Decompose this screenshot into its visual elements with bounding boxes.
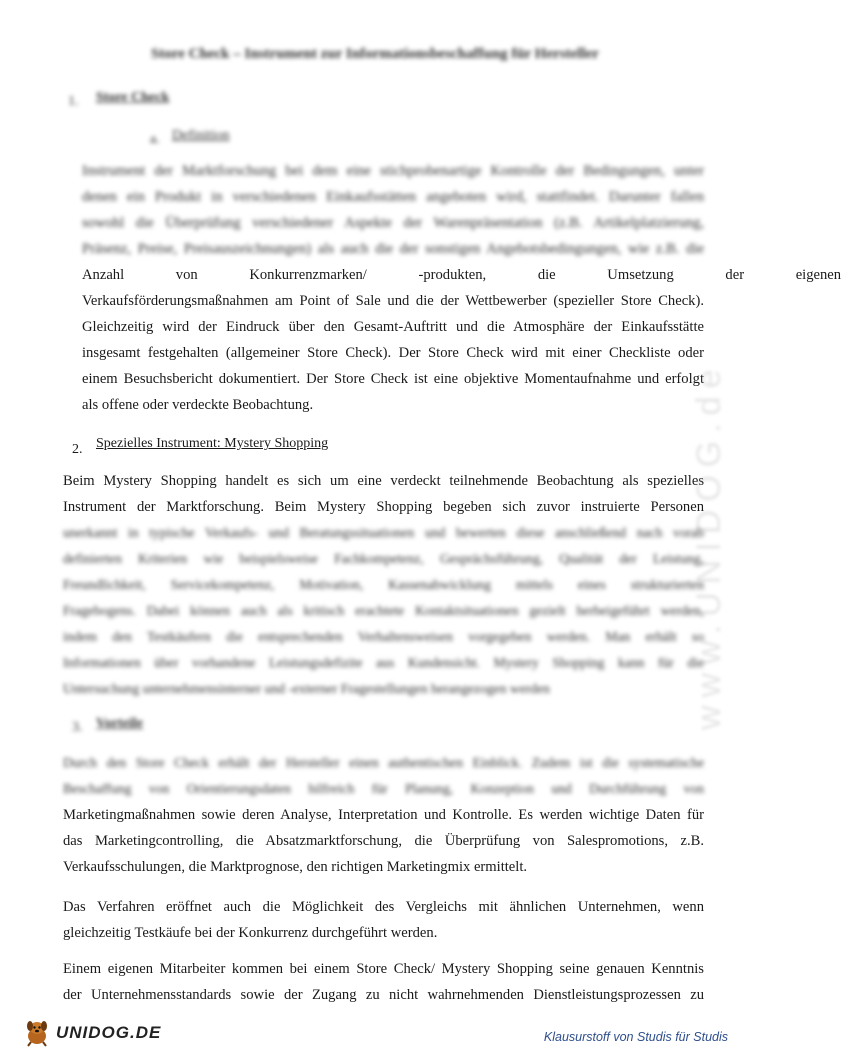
section2-heading: Spezielles Instrument: Mystery Shopping [96, 436, 329, 451]
section1-sub-heading: Definition [172, 128, 230, 143]
section1-paragraph [82, 262, 841, 418]
text-line: Gleichzeitig wird der Eindruck über den Gesamt-Auftritt und die Atmosphäre der Einkaufsstätte [82, 319, 704, 335]
text-line: Beim Mystery Shopping handelt es sich um eine verdeckt teilnehmende Beobachtung als spezielles [63, 473, 704, 489]
text-line: Einem eigenen Mitarbeiter kommen bei einem Store Check/ Mystery Shopping seine genauen Kenntnis [63, 961, 704, 977]
text-line: Fragebogens. Dabei können auch als kritisch erachtete Kontaktsituationen gezielt herbeigeführt werden, [63, 603, 704, 618]
dog-logo-icon [22, 1018, 52, 1048]
section2-number: 2. [72, 442, 83, 457]
text-line: Verkaufsschulungen, die Marktprognose, den richtigen Marketingmix ermittelt. [63, 859, 528, 875]
section1-number: 1. [68, 94, 79, 109]
text-line: Beschaffung von Orientierungsdaten hilfreich für Planung, Konzeption und Durchführung von [63, 781, 704, 796]
text-line: Instrument der Marktforschung bei dem eine stichprobenartige Kontrolle der Bedingungen, unter [82, 163, 704, 179]
text-line: Verkaufsförderungsmaßnahmen am Point of Sale und die der Wettbewerber (spezieller Store Check). [82, 293, 704, 309]
text-line: einem Besuchsbericht dokumentiert. Der Store Check ist eine objektive Momentaufnahme und erfolgt [82, 371, 704, 387]
section1-blurred-paragraph [82, 158, 704, 262]
footer-logo [22, 1016, 161, 1050]
text-line: insgesamt festgehalten (allgemeiner Store Check). Der Store Check wird mit einer Checkliste oder [82, 345, 704, 361]
text-line: als offene oder verdeckte Beobachtung. [82, 397, 314, 413]
text-line: Durch den Store Check erhält der Hersteller einen authentischen Einblick. Zudem ist die systematische [63, 755, 704, 770]
section3-blurred-paragraph [63, 750, 704, 802]
text-line: das Marketingcontrolling, die Absatzmarktforschung, die Überprüfung von Salespromotions, z.B. [63, 833, 704, 849]
text-line: Freundlichkeit, Servicekompetenz, Motivation, Kassenabwicklung mittels eines strukturierten [63, 577, 704, 592]
section3-paragraph-3 [63, 956, 704, 1008]
section2-paragraph [63, 468, 704, 520]
text-line: indem den Testkäufern die entsprechenden Verhaltensweisen vorgegeben werden. Man erhält so [63, 629, 704, 644]
section1-heading: Store Check [96, 90, 170, 105]
text-line: Marketingmaßnahmen sowie deren Analyse, Interpretation und Kontrolle. Es werden wichtige Daten für [63, 807, 704, 823]
text-line: Untersuchung unternehmensinterner und -externer Fragestellungen herangezogen werden [63, 681, 550, 696]
section1-sub-number: a. [150, 132, 160, 147]
logo-text: UNIDOG.DE [56, 1023, 162, 1042]
text-line: Anzahl von Konkurrenzmarken/ -produkten, die Umsetzung der eigenen [82, 267, 841, 283]
section3-heading: Vorteile [96, 716, 143, 731]
section3-number: 3. [72, 720, 83, 735]
text-line: definierten Kriterien wie beispielsweise Fachkompetenz, Gesprächsführung, Qualität der Leistung, [63, 551, 704, 566]
text-line: Das Verfahren eröffnet auch die Möglichkeit des Vergleichs mit ähnlichen Unternehmen, wenn [63, 899, 704, 915]
text-line: Präsenz, Preise, Preisauszeichnungen) als auch die der sonstigen Angebotsbedingungen, wie z.B. die [82, 241, 704, 257]
text-line: Informationen über vorhandene Leistungsdefizite aus Kundensicht. Mystery Shopping kann für die [63, 655, 704, 670]
text-line: denen ein Produkt in verschiedenen Einkaufsstätten angeboten wird, stattfindet. Darunter fallen [82, 189, 704, 205]
section3-paragraph [63, 802, 704, 880]
section2-blurred-paragraph [63, 520, 704, 702]
text-line: der Unternehmensstandards sowie der Zugang zu nicht wahrnehmenden Dienstleistungsprozessen zu [63, 987, 704, 1003]
document-title: Store Check – Instrument zur Informationsbeschaffung für Hersteller [151, 46, 599, 62]
text-line: Instrument der Marktforschung. Beim Mystery Shopping begeben sich zuvor instruierte Personen [63, 499, 704, 515]
section3-paragraph-2 [63, 894, 704, 946]
text-line: unerkannt in typische Verkaufs- und Beratungssituationen und bewerten diese anschließend nach vorab [63, 525, 704, 540]
footer-tagline: Klausurstoff von Studis für Studis [543, 1030, 728, 1044]
text-line: gleichzeitig Testkäufe bei der Konkurrenz durchgeführt werden. [63, 925, 438, 941]
watermark: www.UNIDOG.de [690, 361, 728, 730]
text-line: sowohl die Überprüfung verschiedener Aspekte der Warenpräsentation (z.B. Artikelplatzierung, [82, 215, 704, 231]
